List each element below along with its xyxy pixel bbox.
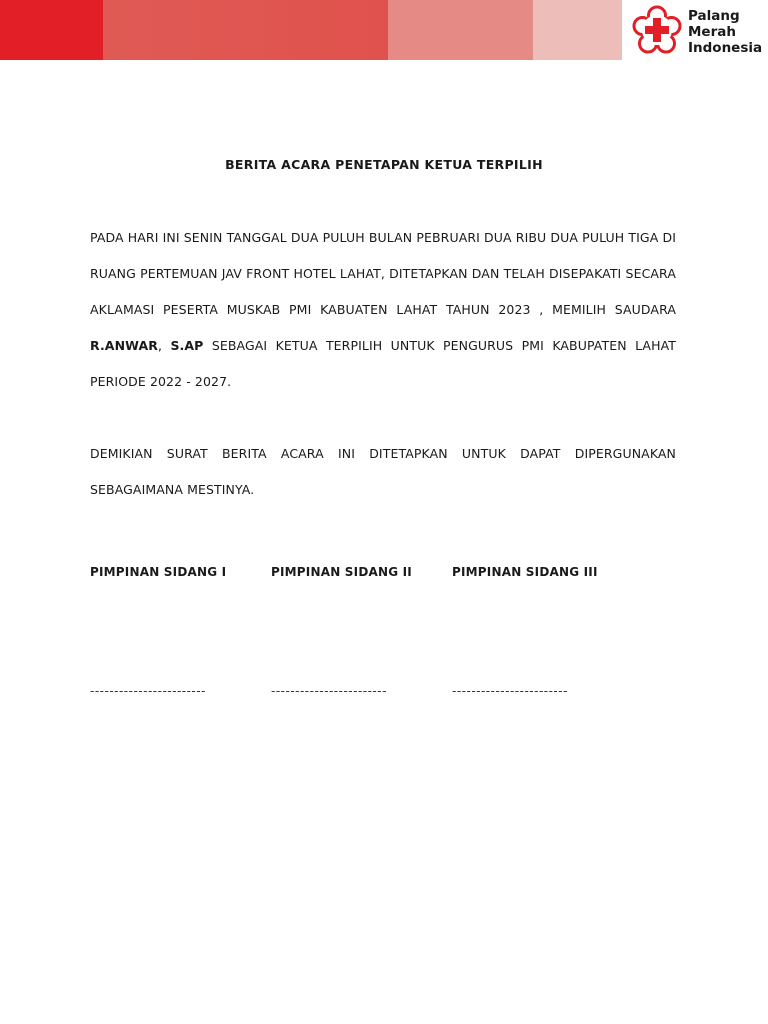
logo-line-3: Indonesia	[688, 40, 763, 56]
header-band-pink	[388, 0, 533, 60]
logo-line-1: Palang	[688, 8, 740, 24]
paragraph-main-text-1: PADA HARI INI SENIN TANGGAL DUA PULUH BULAN PEBRUARI DUA RIBU DUA PULUH TIGA DI RUANG PERTEMUAN JAV FRONT HOTEL LAHAT, DITETAPKAN DAN TELAH DISEPAKATI SECARA AKLAMASI PESERTA MUSKAB PMI KABUATEN LAHAT TAHUN 2023 , MEMILIH SAUDARA	[90, 230, 676, 317]
header-band-red	[0, 0, 103, 60]
red-cross-emblem-icon	[632, 5, 682, 59]
header-band-light-pink	[533, 0, 622, 60]
header-color-bar	[0, 0, 622, 60]
paragraph-main-text-2: SEBAGAI KETUA TERPILIH UNTUK PENGURUS PMI KABUPATEN LAHAT PERIODE 2022 - 2027.	[90, 338, 676, 389]
pmi-logo	[632, 6, 762, 58]
signature-label-1: PIMPINAN SIDANG I	[90, 565, 227, 579]
signature-line-2: ------------------------	[271, 684, 387, 698]
paragraph-closing: DEMIKIAN SURAT BERITA ACARA INI DITETAPKAN UNTUK DAPAT DIPERGUNAKAN SEBAGAIMANA MESTINYA.	[90, 446, 676, 497]
signature-label-3: PIMPINAN SIDANG III	[452, 565, 598, 579]
header-band-coral	[103, 0, 388, 60]
elected-name: R.ANWAR	[90, 338, 158, 353]
document-title: BERITA ACARA PENETAPAN KETUA TERPILIH	[225, 157, 543, 172]
paragraph-main	[90, 220, 676, 400]
signature-label-2: PIMPINAN SIDANG II	[271, 565, 412, 579]
signature-line-1: ------------------------	[90, 684, 206, 698]
signature-line-3: ------------------------	[452, 684, 568, 698]
logo-wordmark	[688, 8, 762, 56]
logo-line-2: Merah	[688, 24, 736, 40]
elected-title: S.AP	[170, 338, 204, 353]
name-separator: ,	[157, 338, 171, 353]
